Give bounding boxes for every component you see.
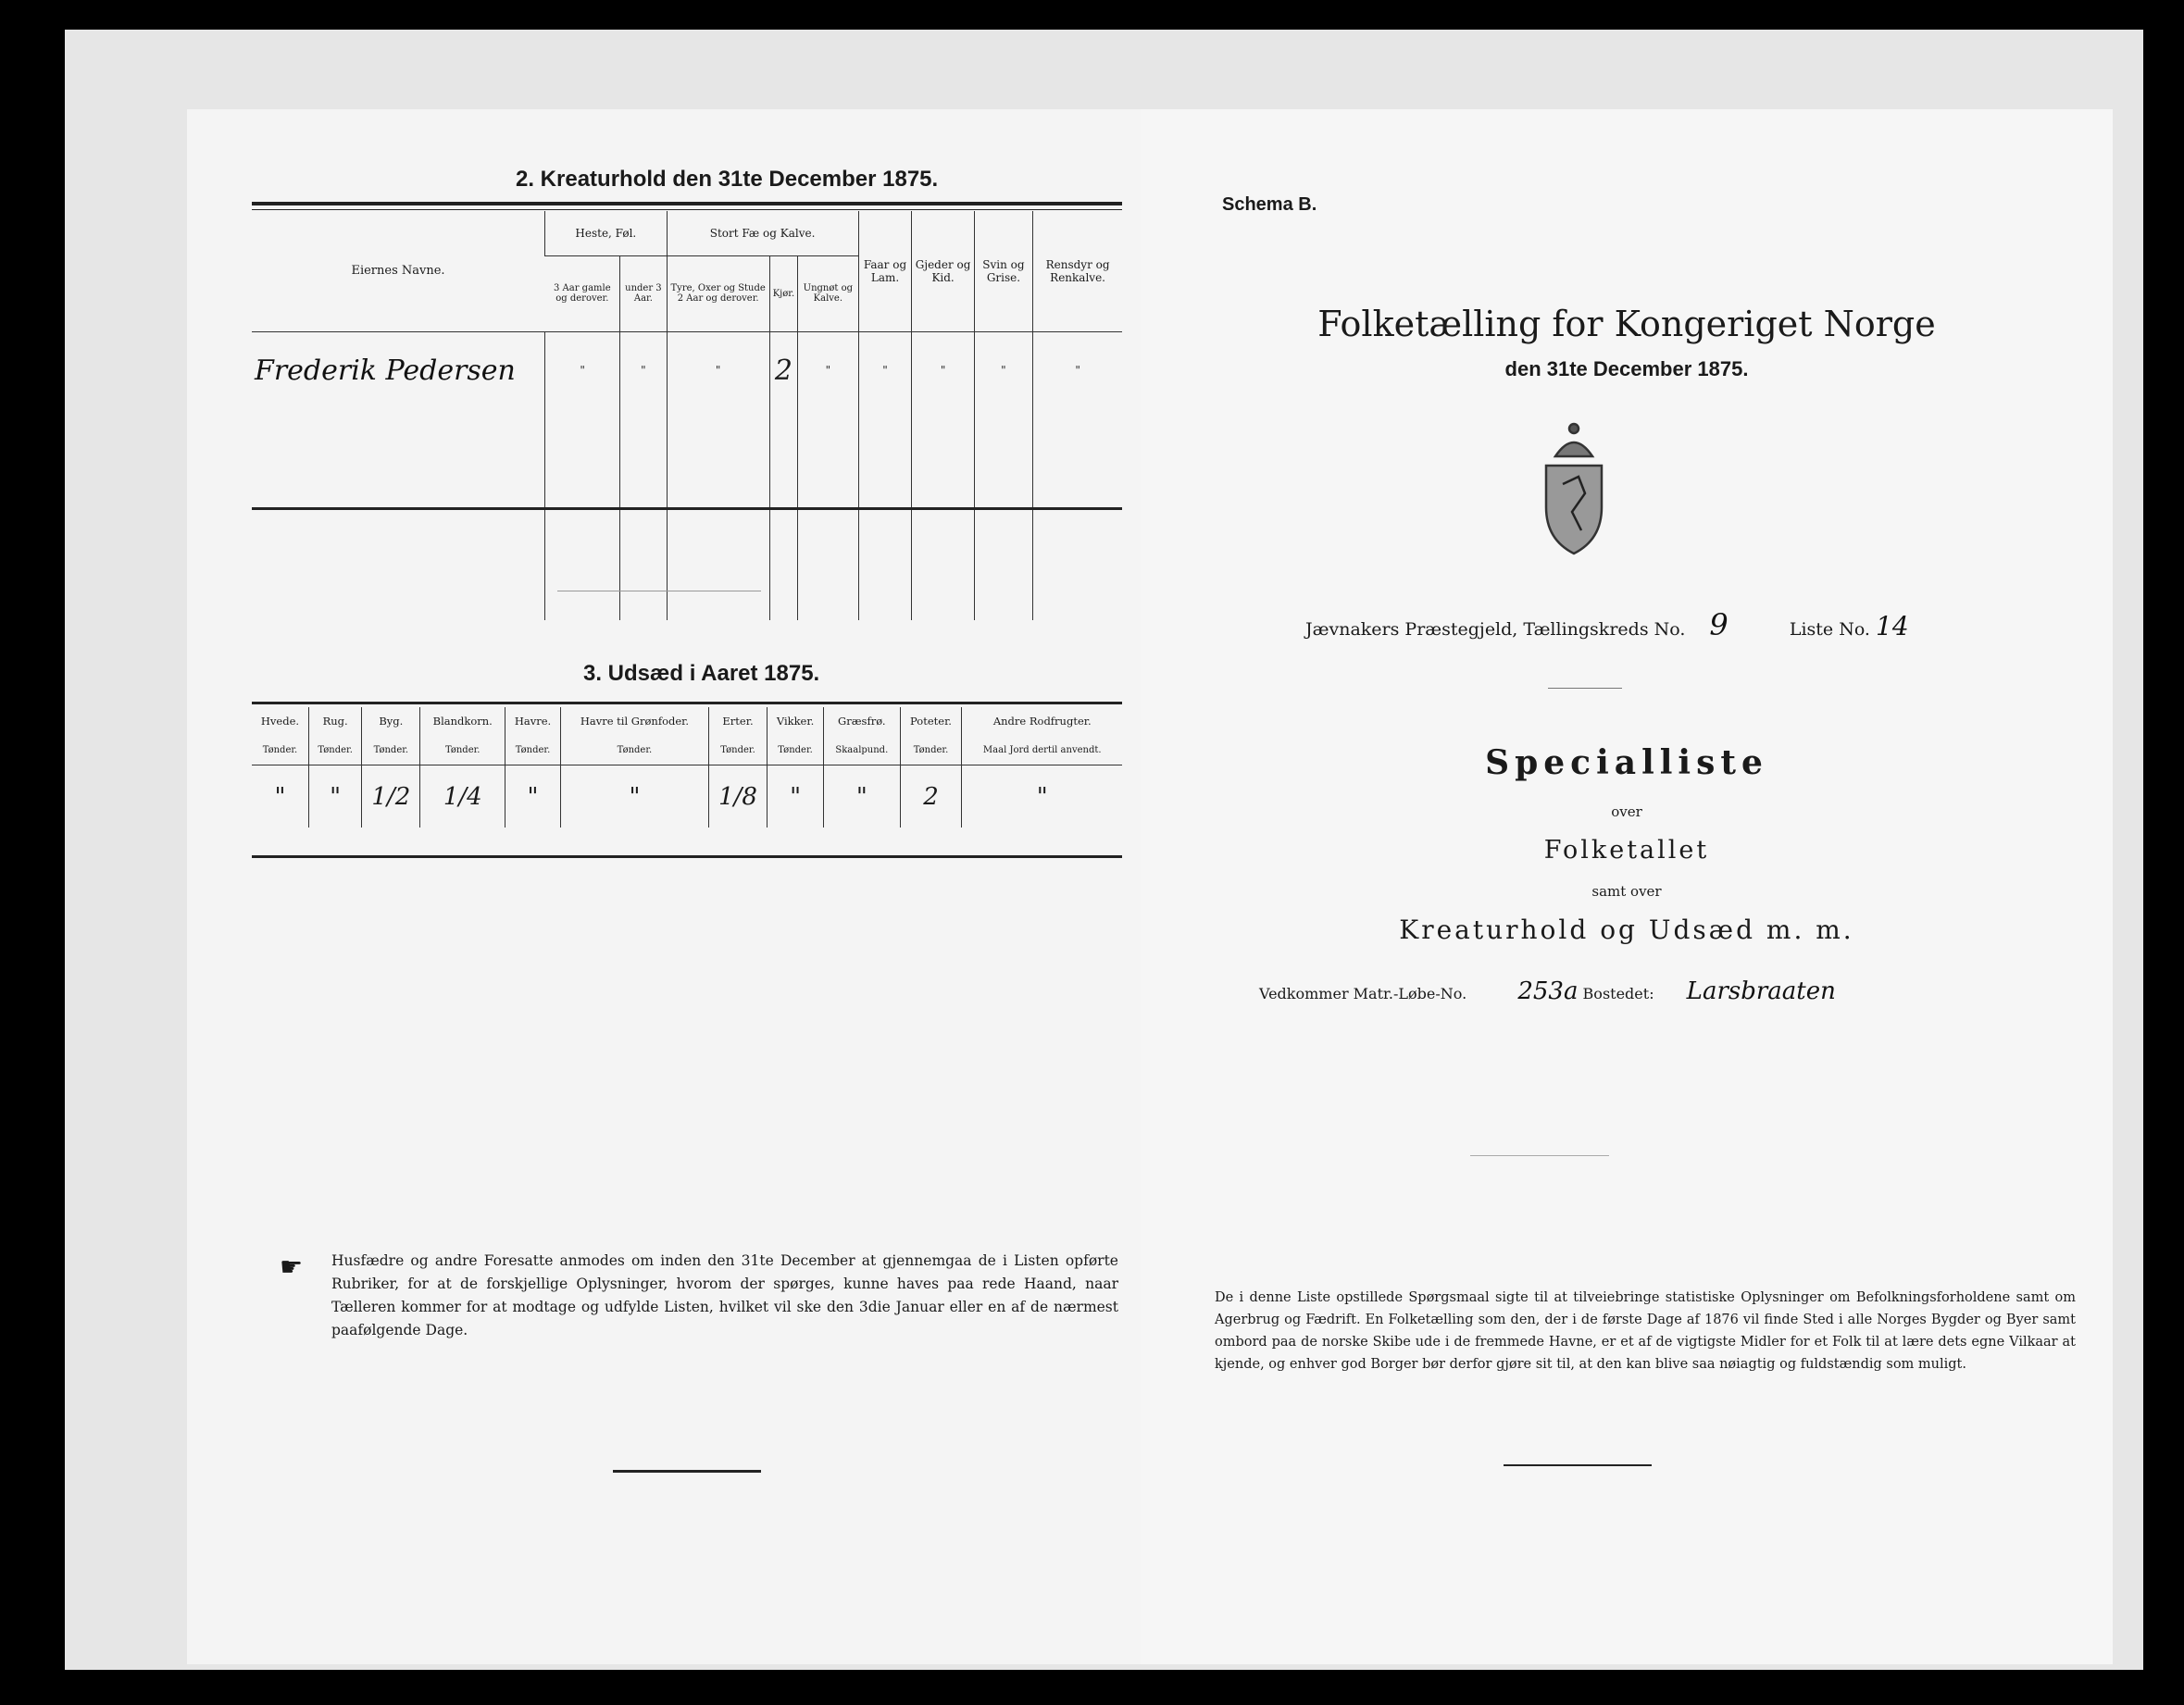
seed-unit-8: Skaalpund. <box>824 735 900 765</box>
cattle-cows-cell: 2 <box>769 331 797 409</box>
info-paragraph: De i denne Liste opstillede Spørgsmaal sigte til at tilveiebringe statistiske Oplysninger om Befolkningsforholdene samt om Agerbrug og Fædrift. En Folketælling som den, der i de første Dage af 1876 vil finde Sted i alle Norges Bygder og Byer samt ombord paa de norske Skibe ude i de fremmede Havne, er et af de vigtigste Midler for et Folk til at lære dets egne Vilkaar at kjende, og enhver god Borger bør derfor gjøre sit til, at den kan blive saa nøiagtig og fuldstændig som muligt. <box>1215 1290 2076 1372</box>
seed-value-5: " <box>560 765 708 828</box>
seed-unit-row <box>252 735 1122 765</box>
seed-value-6: 1/8 <box>709 765 768 828</box>
notice-text: Husfædre og andre Foresatte anmodes om inden den 31te December at gjennemgaa de i Listen opførte Rubriker, for at de forskjellige Oplysninger, hvorom der spørges, kunne haves paa rede Haand, naar Tælleren kommer for at modtage og udfylde Listen, hvilket vil ske den 3die Januar eller en af de nærmest paafølgende Dage. <box>331 1252 1118 1338</box>
seed-unit-5: Tønder. <box>560 735 708 765</box>
livestock-row <box>252 331 1122 409</box>
left-page <box>187 109 1142 1664</box>
seed-value-7: " <box>768 765 824 828</box>
horses-young-cell: " <box>620 331 667 409</box>
list-label: Liste No. <box>1789 619 1870 640</box>
table-bottom-rule <box>252 507 1122 510</box>
seed-header-2: Byg. <box>362 707 420 735</box>
end-rule <box>613 1470 761 1473</box>
seed-value-2: 1/2 <box>362 765 420 828</box>
seed-header-8: Græsfrø. <box>824 707 900 735</box>
matr-number: 253a <box>1517 977 1579 1005</box>
right-page <box>1141 109 2113 1664</box>
parish-label: Jævnakers Præstegjeld, Tællingskreds No. <box>1305 619 1686 640</box>
bosted-name: Larsbraaten <box>1686 977 1836 1005</box>
table-top-rule-thin <box>252 209 1122 210</box>
horses-old-cell: " <box>545 331 620 409</box>
coat-of-arms-icon <box>1528 419 1620 558</box>
matr-label: Vedkommer Matr.-Løbe-No. <box>1259 985 1467 1002</box>
empty-row <box>252 409 1122 462</box>
separator <box>1548 688 1622 689</box>
sheep-cell: " <box>858 331 912 409</box>
over-text: over <box>1611 803 1642 820</box>
seed-table <box>252 707 1122 828</box>
seed-header-1: Rug. <box>308 707 361 735</box>
empty-row <box>252 567 1122 620</box>
seed-value-1: " <box>308 765 361 828</box>
main-title: Folketælling for Kongeriget Norge <box>1317 304 1936 344</box>
folketallet-text: Folketallet <box>1543 836 1710 865</box>
matr-line <box>1259 977 1836 1005</box>
goats-cell: " <box>912 331 974 409</box>
reindeer-cell: " <box>1033 331 1122 409</box>
kreatur-text: Kreaturhold og Udsæd m. m. <box>1399 915 1854 945</box>
reindeer-header: Rensdyr og Renkalve. <box>1033 211 1122 331</box>
horses-young-header: under 3 Aar. <box>620 256 667 331</box>
seed-header-4: Havre. <box>505 707 561 735</box>
livestock-table <box>252 211 1122 620</box>
table-top-rule <box>252 202 1122 205</box>
separator <box>1470 1155 1609 1156</box>
district-number: 9 <box>1709 607 1728 642</box>
seed-header-9: Poteter. <box>900 707 962 735</box>
seed-unit-0: Tønder. <box>262 744 298 755</box>
seed-unit-1: Tønder. <box>308 735 361 765</box>
seed-bottom-rule <box>252 855 1122 858</box>
seed-top-rule <box>252 702 1122 704</box>
cattle-young-header: Ungnøt og Kalve. <box>798 256 858 331</box>
horses-old-header: 3 Aar gamle og derover. <box>554 283 611 305</box>
seed-header-5: Havre til Grønfoder. <box>560 707 708 735</box>
seed-unit-2: Tønder. <box>362 735 420 765</box>
parish-line <box>1305 607 1909 642</box>
livestock-title: 2. Kreaturhold den 31te December 1875. <box>516 167 939 192</box>
seed-value-3: 1/4 <box>420 765 505 828</box>
date-line: den 31te December 1875. <box>1504 357 1749 380</box>
cattle-header: Stort Fæ og Kalve. <box>667 211 858 256</box>
seed-header-0: Hvede. <box>260 715 300 728</box>
pigs-cell: " <box>974 331 1032 409</box>
schema-label: Schema B. <box>1222 194 1317 215</box>
seed-value-8: " <box>824 765 900 828</box>
seed-header-3: Blandkorn. <box>420 707 505 735</box>
pointing-hand-icon: ☛ <box>280 1251 304 1282</box>
seed-value-4: " <box>505 765 561 828</box>
seed-header-6: Erter. <box>709 707 768 735</box>
seed-unit-9: Tønder. <box>900 735 962 765</box>
seed-value-row <box>252 765 1122 828</box>
bosted-label: Bostedet: <box>1582 985 1654 1002</box>
seed-header-10: Andre Rodfrugter. <box>962 707 1122 735</box>
seed-header-7: Vikker. <box>768 707 824 735</box>
pigs-header: Svin og Grise. <box>974 211 1032 331</box>
list-number: 14 <box>1876 611 1909 641</box>
seed-title: 3. Udsæd i Aaret 1875. <box>583 661 820 686</box>
cattle-young-cell: " <box>798 331 858 409</box>
goats-header: Gjeder og Kid. <box>912 211 974 331</box>
seed-unit-10: Maal Jord dertil anvendt. <box>962 735 1122 765</box>
end-rule <box>1504 1464 1652 1466</box>
cattle-bulls-cell: " <box>667 331 769 409</box>
seed-value-9: 2 <box>900 765 962 828</box>
seed-header-row <box>252 707 1122 735</box>
cattle-cows-header: Kjør. <box>769 256 797 331</box>
sheep-header: Faar og Lam. <box>858 211 912 331</box>
special-title: Specialliste <box>1485 743 1768 782</box>
seed-unit-6: Tønder. <box>709 735 768 765</box>
seed-unit-4: Tønder. <box>505 735 561 765</box>
seed-unit-7: Tønder. <box>768 735 824 765</box>
seed-value-0: " <box>274 782 286 811</box>
owner-name: Frederik Pedersen <box>255 354 516 387</box>
horses-header: Heste, Føl. <box>545 211 668 256</box>
seed-unit-3: Tønder. <box>420 735 505 765</box>
empty-row <box>252 515 1122 567</box>
seed-value-10: " <box>962 765 1122 828</box>
owner-header: Eiernes Navne. <box>351 264 445 279</box>
cattle-bulls-header: Tyre, Oxer og Stude 2 Aar og derover. <box>667 256 769 331</box>
samt-over-text: samt over <box>1591 883 1662 900</box>
